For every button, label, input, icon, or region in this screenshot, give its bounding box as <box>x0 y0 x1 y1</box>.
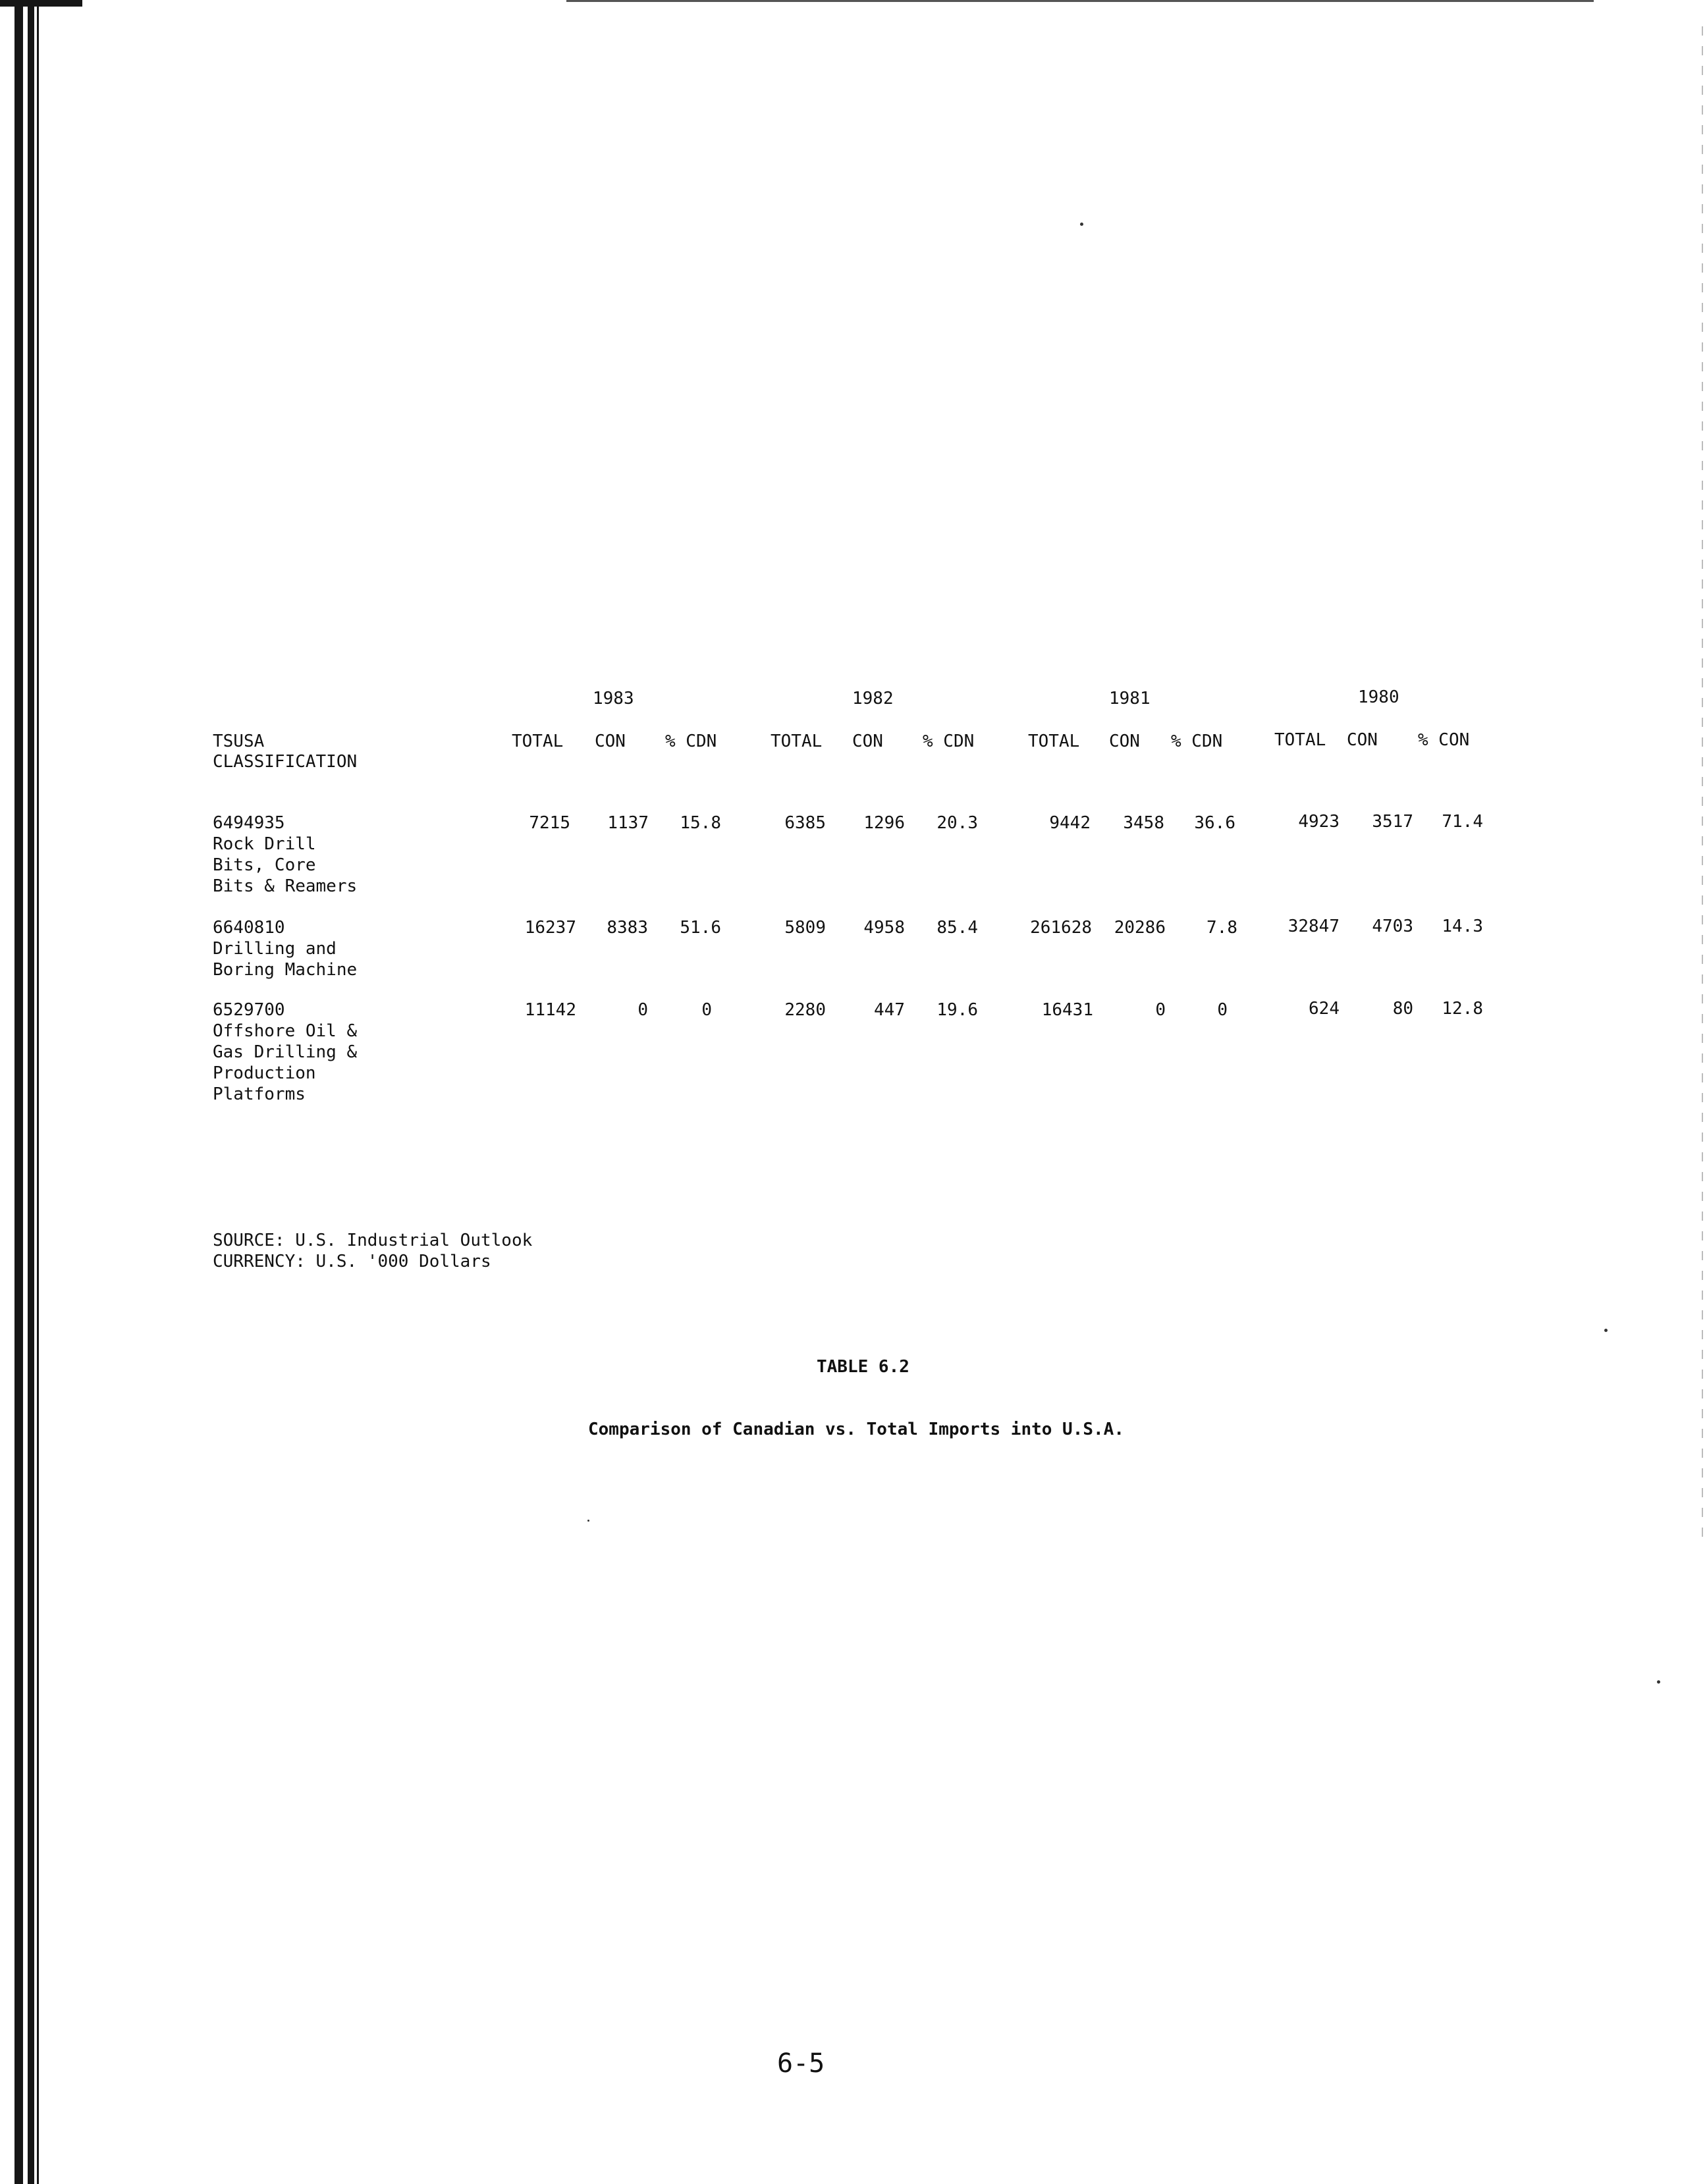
col-pct: % CDN <box>665 732 717 751</box>
binding-corner <box>0 0 82 7</box>
binding-edge <box>37 0 39 2184</box>
binding-edge <box>14 0 23 2184</box>
value-cell: 20.3 <box>936 813 978 833</box>
value-cell: 0 <box>701 1000 712 1020</box>
year-1983: 1983 <box>593 689 634 708</box>
col-pct: % CDN <box>1171 732 1223 751</box>
binding-edge <box>28 0 34 2184</box>
value-cell: 9442 <box>1049 813 1091 833</box>
row-header-tsusa: TSUSA <box>213 732 265 751</box>
col-total: TOTAL <box>771 732 823 751</box>
row-description: Boring Machine <box>213 960 358 980</box>
value-cell: 1296 <box>863 813 905 833</box>
value-cell: 85.4 <box>936 918 978 938</box>
value-cell: 80 <box>1392 999 1413 1019</box>
value-cell: 3458 <box>1123 813 1164 833</box>
source-note: SOURCE: U.S. Industrial Outlook <box>213 1231 533 1250</box>
value-cell: 8383 <box>607 918 648 938</box>
value-cell: 2280 <box>784 1000 826 1020</box>
table-number: TABLE 6.2 <box>817 1357 909 1377</box>
table-title: Comparison of Canadian vs. Total Imports into U.S.A. <box>588 1420 1124 1439</box>
scan-speck <box>587 1520 589 1522</box>
value-cell: 7215 <box>529 813 570 833</box>
row-code: 6529700 <box>213 1000 285 1020</box>
value-cell: 32847 <box>1287 917 1340 936</box>
value-cell: 0 <box>637 1000 648 1020</box>
row-description: Bits, Core <box>213 855 316 875</box>
value-cell: 4703 <box>1372 917 1413 936</box>
value-cell: 20286 <box>1114 918 1166 938</box>
col-total: TOTAL <box>512 732 564 751</box>
row-description: Offshore Oil & <box>213 1021 358 1041</box>
value-cell: 5809 <box>784 918 826 938</box>
value-cell: 36.6 <box>1194 813 1235 833</box>
year-1980: 1980 <box>1358 687 1399 707</box>
value-cell: 16237 <box>524 918 576 938</box>
value-cell: 4958 <box>863 918 905 938</box>
page-top-edge <box>566 0 1594 2</box>
value-cell: 0 <box>1155 1000 1166 1020</box>
value-cell: 3517 <box>1372 812 1413 832</box>
row-description: Bits & Reamers <box>213 876 358 896</box>
row-description: Platforms <box>213 1084 306 1104</box>
col-con: CON <box>595 732 626 751</box>
row-description: Drilling and <box>213 939 337 959</box>
col-pct: % CON <box>1418 730 1470 750</box>
value-cell: 0 <box>1217 1000 1228 1020</box>
col-pct: % CDN <box>923 732 975 751</box>
scan-speck <box>1657 1680 1660 1684</box>
row-code: 6640810 <box>213 918 285 938</box>
row-code: 6494935 <box>213 813 285 833</box>
col-con: CON <box>1109 732 1140 751</box>
scan-speck <box>1080 223 1083 226</box>
value-cell: 1137 <box>607 813 649 833</box>
col-total: TOTAL <box>1274 730 1326 750</box>
value-cell: 19.6 <box>936 1000 978 1020</box>
row-description: Gas Drilling & <box>213 1042 358 1062</box>
col-total: TOTAL <box>1028 732 1080 751</box>
value-cell: 4923 <box>1298 812 1340 832</box>
year-1982: 1982 <box>852 689 894 708</box>
currency-note: CURRENCY: U.S. '000 Dollars <box>213 1252 491 1271</box>
row-header-classification: CLASSIFICATION <box>213 752 358 772</box>
col-con: CON <box>1347 730 1378 750</box>
page-right-edge <box>1702 26 1703 1541</box>
col-con: CON <box>852 732 883 751</box>
value-cell: 624 <box>1309 999 1340 1019</box>
value-cell: 261628 <box>1030 918 1092 938</box>
scan-speck <box>1604 1329 1608 1332</box>
row-description: Production <box>213 1063 316 1083</box>
value-cell: 71.4 <box>1442 812 1483 832</box>
row-description: Rock Drill <box>213 834 316 854</box>
value-cell: 7.8 <box>1206 918 1237 938</box>
value-cell: 16431 <box>1041 1000 1093 1020</box>
page-number: 6-5 <box>777 2048 825 2079</box>
value-cell: 14.3 <box>1442 917 1483 936</box>
value-cell: 11142 <box>524 1000 576 1020</box>
value-cell: 6385 <box>784 813 826 833</box>
value-cell: 12.8 <box>1442 999 1483 1019</box>
year-1981: 1981 <box>1109 689 1151 708</box>
value-cell: 447 <box>874 1000 905 1020</box>
value-cell: 15.8 <box>680 813 721 833</box>
value-cell: 51.6 <box>680 918 721 938</box>
